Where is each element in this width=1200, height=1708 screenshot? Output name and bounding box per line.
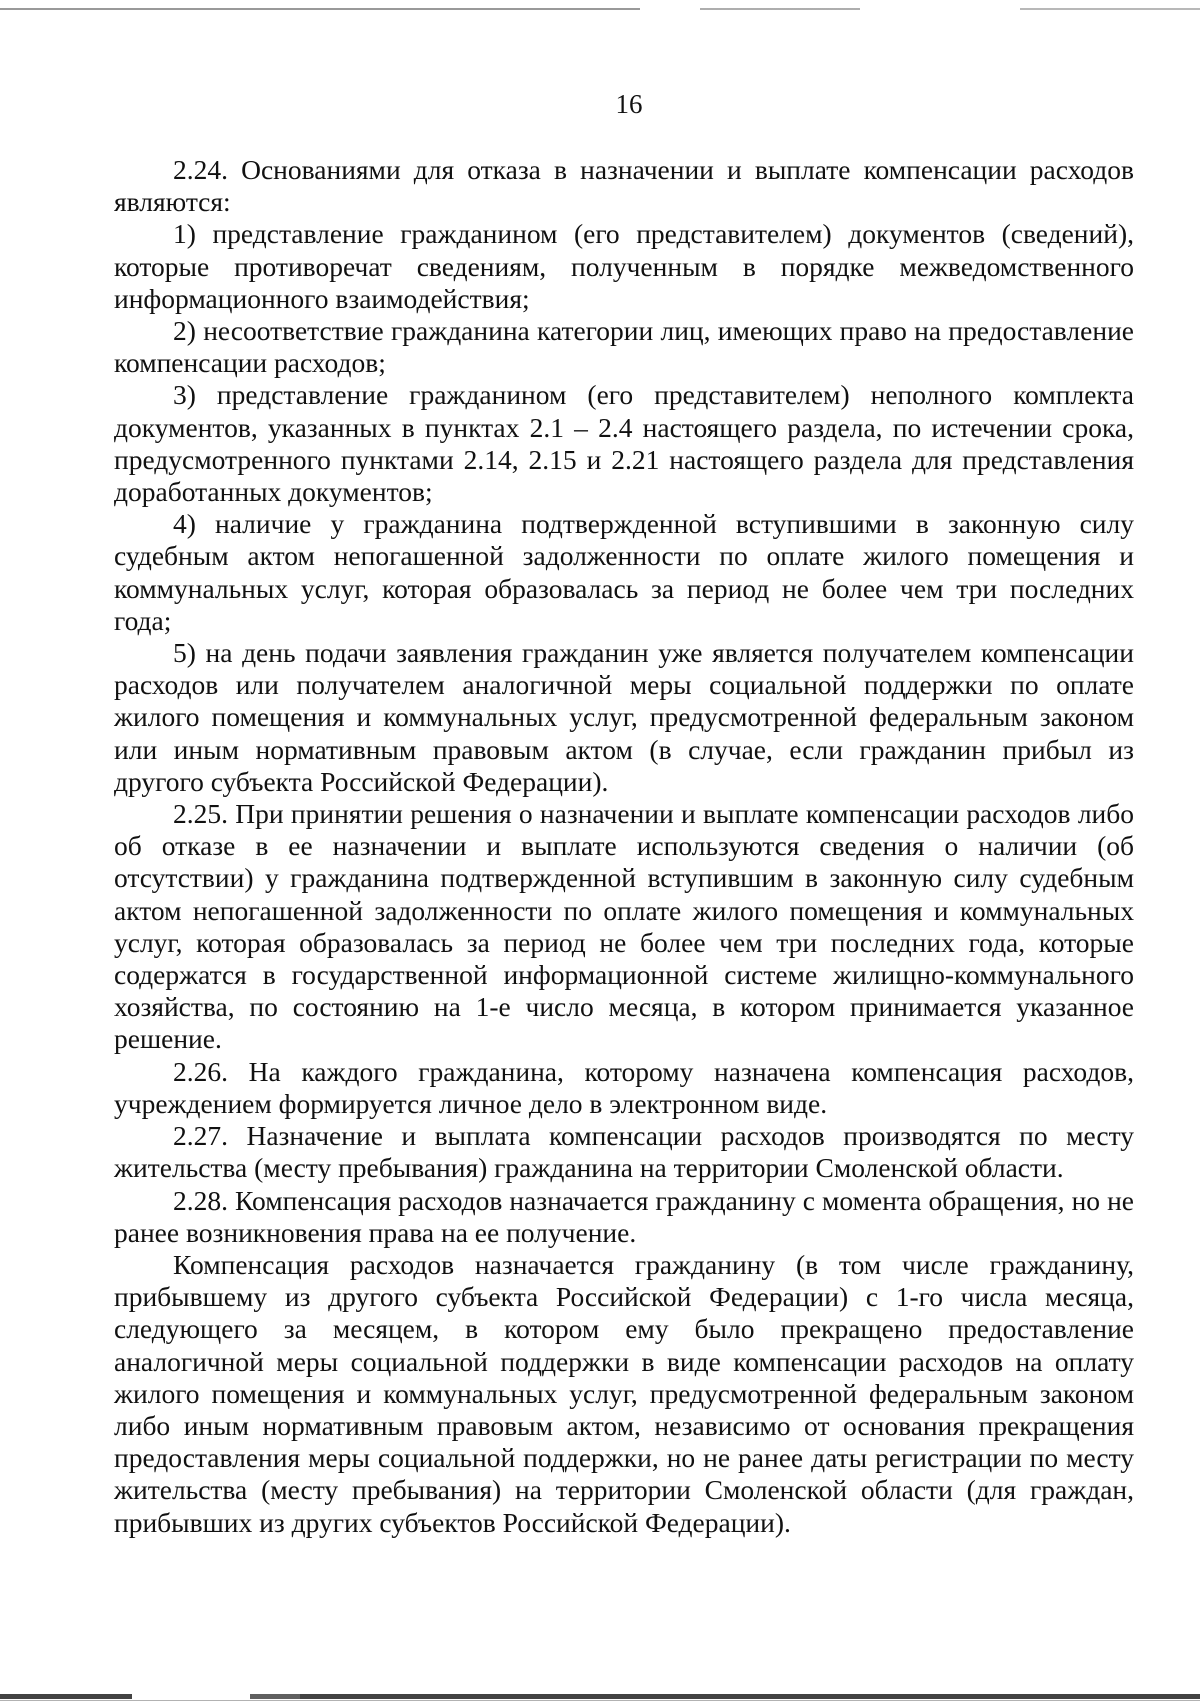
paragraph-2-27: 2.27. Назначение и выплата компенсации расходов производятся по месту жительства (месту пребывания) гражданина на территории Смоленской области. [114,1120,1134,1184]
document-page [114,84,1134,1539]
paragraph-2-24: 2.24. Основаниями для отказа в назначении и выплате компенсации расходов являются: [114,154,1134,218]
paragraph-2-28-continuation: Компенсация расходов назначается гражданину (в том числе гражданину, прибывшему из другого субъекта Российской Федерации) с 1-го числа месяца, следующего за месяцем, в котором ему было прекращено предоставление аналогичной меры социальной поддержки в виде компенсации расходов на оплату жилого помещения и коммунальных услуг, предусмотренной федеральным законом либо иным нормативным правовым актом, независимо от основания прекращения предоставления меры социальной поддержки, но не ранее даты регистрации по месту жительства (месту пребывания) на территории Смоленской области (для граждан, прибывших из других субъектов Российской Федерации). [114,1248,1134,1538]
scan-edge-top [0,8,1200,10]
page-number: 16 [615,89,643,119]
paragraph-2-25: 2.25. При принятии решения о назначении и выплате компенсации расходов либо об отказе в ее назначении и выплате используются сведения о наличии (об отсутствии) у гражданина подтвержденной вступившим в законную силу судебным актом непогашенной задолженности по оплате жилого помещения и коммунальных услуг, которая образовалась за период не более чем три последних года, которые содержатся в государственной информационной системе жилищно-коммунального хозяйства, по состоянию на 1-е число месяца, в котором принимается указанное решение. [114,798,1134,1055]
paragraph-2-24-item-4: 4) наличие у гражданина подтвержденной вступившими в законную силу судебным актом непогашенной задолженности по оплате жилого помещения и коммунальных услуг, которая образовалась за период не более чем три последних года; [114,508,1134,636]
paragraph-2-24-item-1: 1) представление гражданином (его представителем) документов (сведений), которые противоречат сведениям, полученным в порядке межведомственного информационного взаимодействия; [114,218,1134,314]
paragraph-2-24-item-5: 5) на день подачи заявления гражданин уже является получателем компенсации расходов или получателем аналогичной меры социальной поддержки по оплате жилого помещения и коммунальных услуг, предусмотренной федеральным законом или иным нормативным правовым актом (в случае, если гражданин прибыл из другого субъекта Российской Федерации). [114,637,1134,797]
paragraph-2-24-item-2: 2) несоответствие гражданина категории лиц, имеющих право на предоставление компенсации расходов; [114,315,1134,379]
paragraph-2-28: 2.28. Компенсация расходов назначается гражданину с момента обращения, но не ранее возникновения права на ее получение. [114,1184,1134,1248]
scan-edge-bottom [0,1694,1200,1699]
paragraph-2-24-item-3: 3) представление гражданином (его представителем) неполного комплекта документов, указанных в пунктах 2.1 – 2.4 настоящего раздела, по истечении срока, предусмотренного пунктами 2.14, 2.15 и 2.21 настоящего раздела для представления доработанных документов; [114,379,1134,508]
scan-edge-bottom-line [0,1700,1200,1701]
document-body [114,154,1134,1539]
paragraph-2-26: 2.26. На каждого гражданина, которому назначена компенсация расходов, учреждением формируется личное дело в электронном виде. [114,1055,1134,1119]
